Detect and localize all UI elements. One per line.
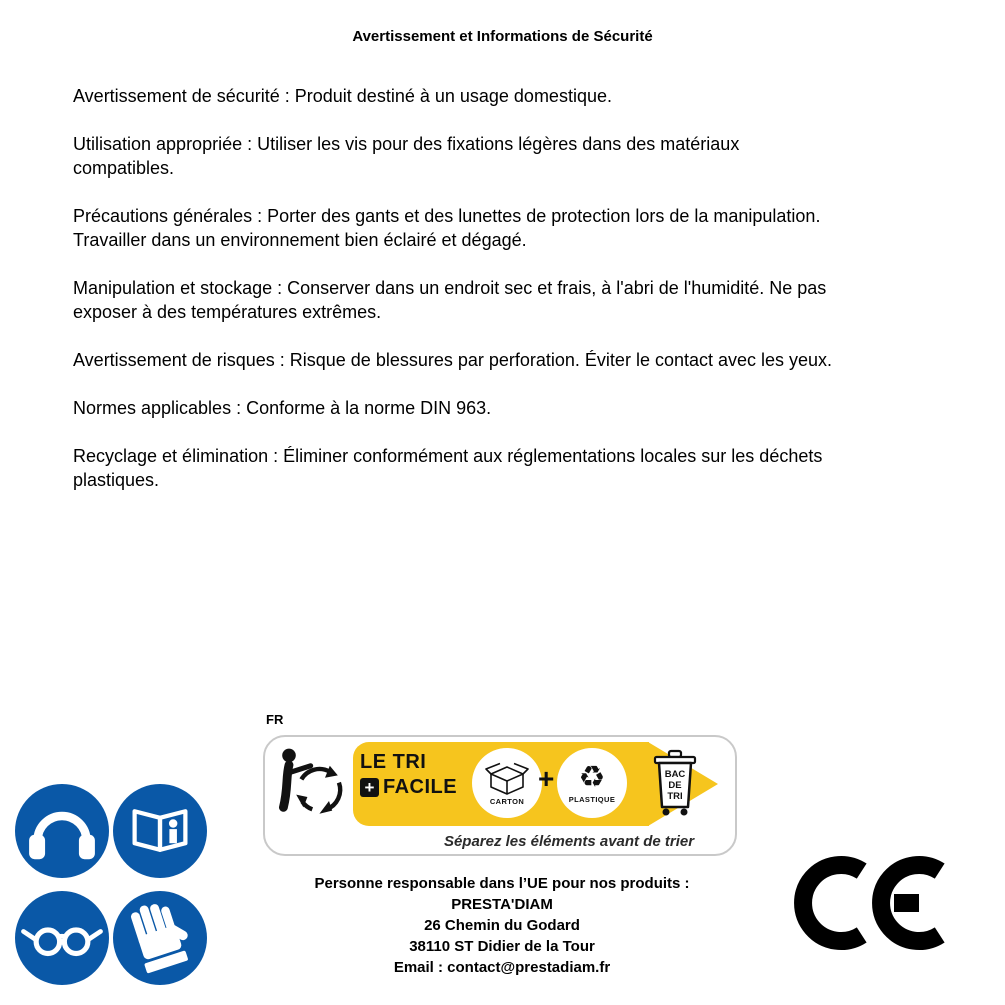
recycling-triangle-icon: ♻ bbox=[578, 759, 606, 795]
eye-protection-symbol bbox=[15, 891, 109, 985]
bin-text-line3: TRI bbox=[667, 791, 683, 802]
ce-mark-icon bbox=[793, 853, 953, 953]
paragraph-line: exposer à des températures extrêmes. bbox=[73, 302, 382, 322]
sorting-tagline: Séparez les éléments avant de trier bbox=[443, 833, 695, 850]
safety-paragraphs bbox=[73, 84, 978, 516]
responsible-intro: Personne responsable dans l’UE pour nos produits : bbox=[314, 875, 690, 892]
paragraph-risk-warning bbox=[73, 348, 978, 372]
bin-text-line2: DE bbox=[668, 780, 682, 791]
contact-email: Email : contact@prestadiam.fr bbox=[393, 959, 611, 976]
wear-gloves-icon bbox=[113, 891, 207, 985]
paragraph-line: Utilisation appropriée : Utiliser les vis pour des fixations légères dans des matériaux bbox=[73, 134, 740, 154]
headline-bottom bbox=[360, 777, 457, 797]
carton-label: CARTON bbox=[489, 796, 525, 806]
paragraph-appropriate-use bbox=[73, 132, 978, 180]
headline-top: LE TRI bbox=[360, 751, 427, 773]
carton-box-icon bbox=[485, 761, 529, 795]
company-name: PRESTA'DIAM bbox=[451, 896, 553, 913]
paragraph-line: Avertissement de sécurité : Produit destiné à un usage domestique. bbox=[73, 86, 612, 106]
plastique-material-badge bbox=[557, 748, 627, 818]
le-tri-facile-headline bbox=[360, 752, 457, 797]
paragraph-line: compatibles. bbox=[73, 158, 175, 178]
paragraph-line: Normes applicables : Conforme à la norme DIN 963. bbox=[73, 398, 492, 418]
bin-text-line1: BAC bbox=[664, 769, 686, 780]
country-code-label: FR bbox=[266, 712, 284, 727]
paragraph-general-precautions bbox=[73, 204, 978, 252]
paragraph-line: plastiques. bbox=[73, 470, 160, 490]
paragraph-safety-warning bbox=[73, 84, 978, 108]
carton-material-badge bbox=[472, 748, 542, 818]
city-address: 38110 ST Didier de la Tour bbox=[409, 938, 595, 955]
read-manual-icon bbox=[113, 784, 207, 878]
paragraph-standards bbox=[73, 396, 978, 420]
paragraph-handling-storage bbox=[73, 276, 978, 324]
headline-facile: FACILE bbox=[383, 776, 458, 798]
materials-plus-separator: + bbox=[538, 763, 555, 794]
wear-eye-protection-icon bbox=[15, 891, 109, 985]
sorting-bin-icon bbox=[650, 747, 700, 821]
plus-icon: + bbox=[360, 778, 379, 797]
ear-protection-symbol bbox=[15, 784, 109, 878]
plastique-label: PLASTIQUE bbox=[568, 794, 616, 804]
paragraph-line: Précautions générales : Porter des gants et des lunettes de protection lors de la manipulation. bbox=[73, 206, 821, 226]
responsible-person-block bbox=[252, 873, 752, 978]
paragraph-line: Avertissement de risques : Risque de blessures par perforation. Éviter le contact avec les yeux. bbox=[73, 350, 833, 370]
wear-ear-protection-icon bbox=[15, 784, 109, 878]
page-title: Avertissement et Informations de Sécurité bbox=[352, 28, 653, 45]
protective-gloves-symbol bbox=[113, 891, 207, 985]
street-address: 26 Chemin du Godard bbox=[424, 917, 580, 934]
instruction-manual-symbol bbox=[113, 784, 207, 878]
triman-logo-icon bbox=[273, 741, 353, 829]
paragraph-line: Manipulation et stockage : Conserver dans un endroit sec et frais, à l'abri de l'humidité. Ne pas bbox=[73, 278, 827, 298]
recycling-sorting-label bbox=[263, 735, 737, 856]
paragraph-line: Travailler dans un environnement bien éclairé et dégagé. bbox=[73, 230, 527, 250]
paragraph-recycling bbox=[73, 444, 978, 492]
paragraph-line: Recyclage et élimination : Éliminer conformément aux réglementations locales sur les déchets bbox=[73, 446, 823, 466]
